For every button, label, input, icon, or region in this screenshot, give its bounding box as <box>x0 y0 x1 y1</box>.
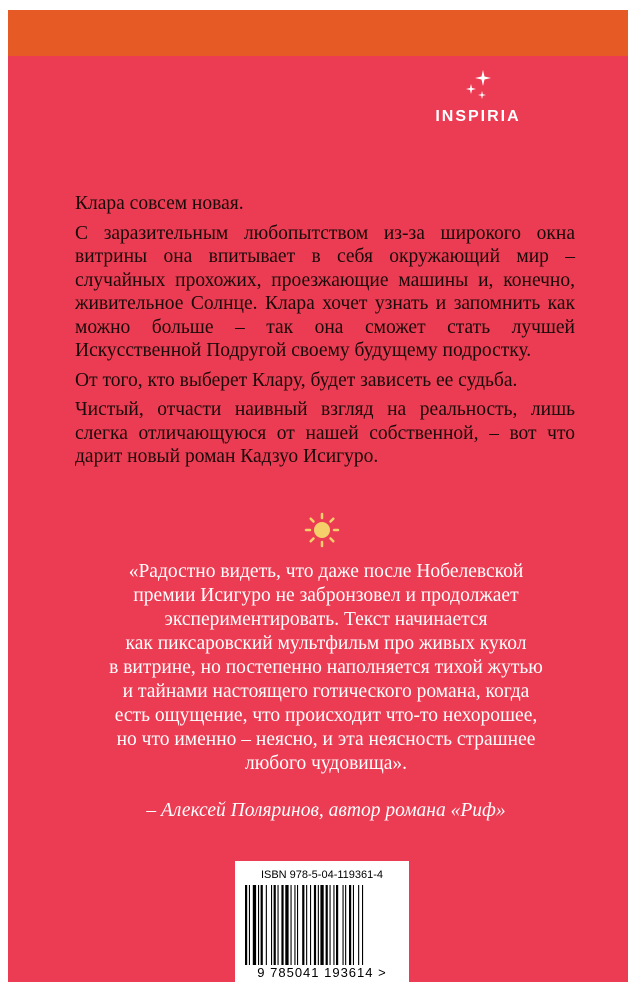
sparkle-stars-icon <box>463 68 493 102</box>
blurb-text <box>75 192 575 475</box>
blurb-paragraph: Чистый, отчасти наивный взгляд на реальность, лишь слегка отличающуюся от нашей собственной, – вот что дарит новый роман Кадзуо Исигуро. <box>75 399 575 467</box>
barcode-digits: 9 785041 193614 > <box>257 965 387 980</box>
blurb-paragraph: От того, кто выберет Клару, будет зависеть ее судьба. <box>75 369 518 391</box>
sun-icon <box>304 512 340 548</box>
barcode-bars <box>245 885 401 965</box>
isbn-label: ISBN 978-5-04-119361-4 <box>260 869 384 881</box>
barcode-panel <box>235 861 409 982</box>
publisher-logo: INSPIRIA <box>435 108 521 125</box>
blurb-paragraph: Клара совсем новая. <box>75 193 244 214</box>
notch-shape <box>8 10 628 70</box>
blurb-paragraph: С заразительным любопытством из-за широкого окна витрины она впитывает в себя окружающий мир – случайных прохожих, проезжающие машины и, конечно, живительное Солнце. Клара хочет узнать и запомнить как можно больше – так она сможет стать лучшей Искусственной Подругой своему будущему подростку. <box>75 222 575 361</box>
book-back-cover <box>8 10 628 982</box>
review-quote: «Радостно видеть, что даже после Нобелевской премии Исигуро не забронзовел и продолжает экспериментировать. Текст начинается как пиксаровский мультфильм про живых кукол в витрине, но постепенно наполняется тихой жутью и тайнами настоящего готического романа, когда есть ощущение, что происходит что-то нехорошее, но что именно – неясно, и эта неясность страшнее любого чудовища». <box>109 561 543 774</box>
quote-attribution: – Алексей Поляринов, автор романа «Риф» <box>146 800 506 821</box>
